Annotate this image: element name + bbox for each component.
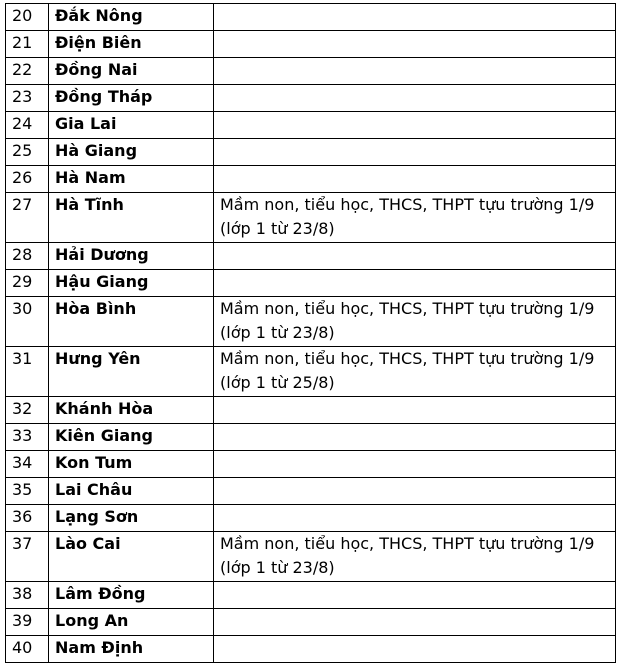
row-number: 30 [6, 297, 49, 347]
province-name: Hòa Bình [49, 297, 214, 347]
row-number: 24 [6, 112, 49, 139]
province-name: Hậu Giang [49, 270, 214, 297]
opening-note [214, 505, 616, 532]
province-name: Hưng Yên [49, 347, 214, 397]
province-name: Kon Tum [49, 451, 214, 478]
row-number: 29 [6, 270, 49, 297]
province-name: Hà Tĩnh [49, 193, 214, 243]
row-number: 26 [6, 166, 49, 193]
province-name: Điện Biên [49, 31, 214, 58]
province-name: Hải Dương [49, 243, 214, 270]
opening-note [214, 58, 616, 85]
opening-note [214, 397, 616, 424]
table-row [6, 397, 616, 424]
table-row [6, 609, 616, 636]
row-number: 22 [6, 58, 49, 85]
row-number: 32 [6, 397, 49, 424]
table-row [6, 4, 616, 31]
table-row [6, 243, 616, 270]
table-row [6, 582, 616, 609]
table-row [6, 297, 616, 347]
opening-note [214, 270, 616, 297]
row-number: 37 [6, 532, 49, 582]
opening-note [214, 636, 616, 663]
table-row [6, 636, 616, 663]
opening-note: Mầm non, tiểu học, THCS, THPT tựu trường 1/9 (lớp 1 từ 23/8) [214, 193, 616, 243]
province-name: Đắk Nông [49, 4, 214, 31]
table-row [6, 424, 616, 451]
table-row [6, 532, 616, 582]
table-row [6, 31, 616, 58]
province-name: Long An [49, 609, 214, 636]
opening-note [214, 243, 616, 270]
opening-note [214, 582, 616, 609]
table-row [6, 478, 616, 505]
table-row [6, 505, 616, 532]
table-row [6, 166, 616, 193]
opening-note [214, 166, 616, 193]
table-row [6, 193, 616, 243]
row-number: 34 [6, 451, 49, 478]
opening-note: Mầm non, tiểu học, THCS, THPT tựu trường 1/9 (lớp 1 từ 25/8) [214, 347, 616, 397]
row-number: 38 [6, 582, 49, 609]
province-name: Hà Giang [49, 139, 214, 166]
row-number: 21 [6, 31, 49, 58]
province-name: Kiên Giang [49, 424, 214, 451]
row-number: 36 [6, 505, 49, 532]
opening-note: Mầm non, tiểu học, THCS, THPT tựu trường 1/9 (lớp 1 từ 23/8) [214, 532, 616, 582]
opening-note [214, 478, 616, 505]
row-number: 27 [6, 193, 49, 243]
province-name: Lâm Đồng [49, 582, 214, 609]
row-number: 23 [6, 85, 49, 112]
province-name: Lạng Sơn [49, 505, 214, 532]
opening-note [214, 85, 616, 112]
opening-note [214, 112, 616, 139]
opening-note: Mầm non, tiểu học, THCS, THPT tựu trường 1/9 (lớp 1 từ 23/8) [214, 297, 616, 347]
opening-note [214, 424, 616, 451]
row-number: 31 [6, 347, 49, 397]
school-opening-table [5, 3, 616, 663]
opening-note [214, 139, 616, 166]
table-row [6, 139, 616, 166]
table-row [6, 112, 616, 139]
row-number: 25 [6, 139, 49, 166]
row-number: 28 [6, 243, 49, 270]
province-name: Hà Nam [49, 166, 214, 193]
opening-note [214, 609, 616, 636]
opening-note [214, 4, 616, 31]
row-number: 35 [6, 478, 49, 505]
table-row [6, 347, 616, 397]
province-name: Khánh Hòa [49, 397, 214, 424]
row-number: 40 [6, 636, 49, 663]
province-name: Đồng Tháp [49, 85, 214, 112]
province-name: Gia Lai [49, 112, 214, 139]
province-name: Lai Châu [49, 478, 214, 505]
table-row [6, 451, 616, 478]
table-row [6, 85, 616, 112]
province-name: Nam Định [49, 636, 214, 663]
row-number: 20 [6, 4, 49, 31]
table-row [6, 58, 616, 85]
province-name: Đồng Nai [49, 58, 214, 85]
table-row [6, 270, 616, 297]
opening-note [214, 451, 616, 478]
row-number: 33 [6, 424, 49, 451]
row-number: 39 [6, 609, 49, 636]
province-name: Lào Cai [49, 532, 214, 582]
table-body [6, 4, 616, 663]
opening-note [214, 31, 616, 58]
